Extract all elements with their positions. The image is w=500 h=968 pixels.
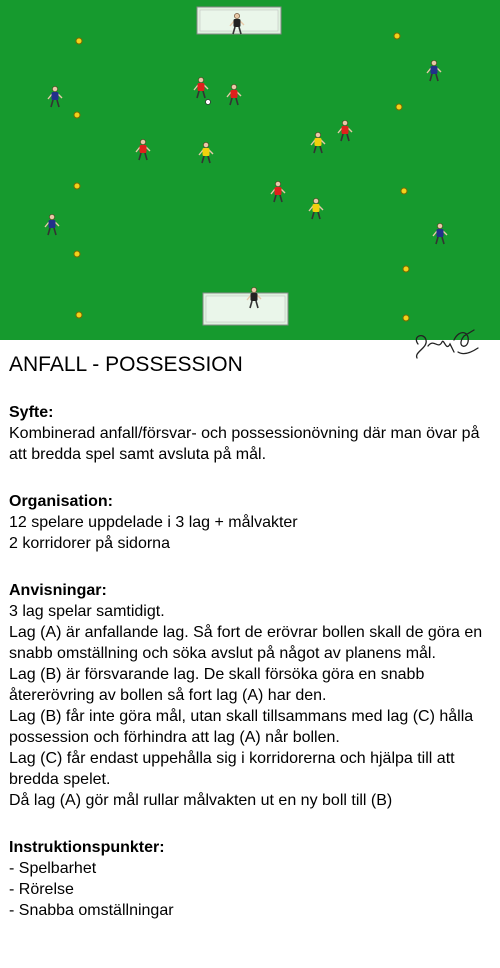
page-title: ANFALL - POSSESSION bbox=[9, 353, 243, 376]
section-heading: Anvisningar: bbox=[9, 582, 107, 599]
cone bbox=[403, 315, 409, 321]
section-heading: Instruktionspunkter: bbox=[9, 839, 165, 856]
section-heading: Syfte: bbox=[9, 404, 54, 421]
section-heading: Organisation: bbox=[9, 493, 114, 510]
ball bbox=[206, 100, 211, 105]
cone bbox=[74, 251, 80, 257]
section-line: Lag (A) är anfallande lag. Så fort de erövrar bollen skall de göra en snabb omställning och söka avslut på något av planens mål. bbox=[9, 624, 483, 662]
section bbox=[9, 837, 494, 921]
section bbox=[9, 580, 494, 811]
section-line: - Spelbarhet bbox=[9, 860, 97, 877]
training-pitch-diagram bbox=[0, 0, 500, 340]
sections bbox=[9, 402, 494, 921]
bottom-goal bbox=[203, 293, 288, 325]
cone bbox=[401, 188, 407, 194]
cone bbox=[74, 112, 80, 118]
section-line: Då lag (A) gör mål rullar målvakten ut en ny boll till (B) bbox=[9, 792, 393, 809]
document-body bbox=[9, 352, 494, 921]
cone bbox=[394, 33, 400, 39]
section-line: 2 korridorer på sidorna bbox=[9, 535, 170, 552]
section-line: 3 lag spelar samtidigt. bbox=[9, 603, 165, 620]
cone bbox=[76, 38, 82, 44]
section-line: Lag (C) får endast uppehålla sig i korridorerna och hjälpa till att bredda spelet. bbox=[9, 750, 455, 788]
section-line: Lag (B) får inte göra mål, utan skall tillsammans med lag (C) hålla possession och förhindra att lag (A) når bollen. bbox=[9, 708, 474, 746]
section-line: 12 spelare uppdelade i 3 lag + målvakter bbox=[9, 514, 298, 531]
section-line: Lag (B) är försvarande lag. De skall försöka göra en snabb återerövring av bollen så fort lag (A) har den. bbox=[9, 666, 425, 704]
section-line: - Rörelse bbox=[9, 881, 74, 898]
section-line: Kombinerad anfall/försvar- och possessionövning där man övar på att bredda spel samt avsluta på mål. bbox=[9, 425, 480, 463]
cone bbox=[74, 183, 80, 189]
section-line: - Snabba omställningar bbox=[9, 902, 174, 919]
cone bbox=[76, 312, 82, 318]
cone bbox=[396, 104, 402, 110]
section bbox=[9, 402, 494, 465]
section bbox=[9, 491, 494, 554]
grass-field bbox=[0, 0, 500, 340]
cone bbox=[403, 266, 409, 272]
